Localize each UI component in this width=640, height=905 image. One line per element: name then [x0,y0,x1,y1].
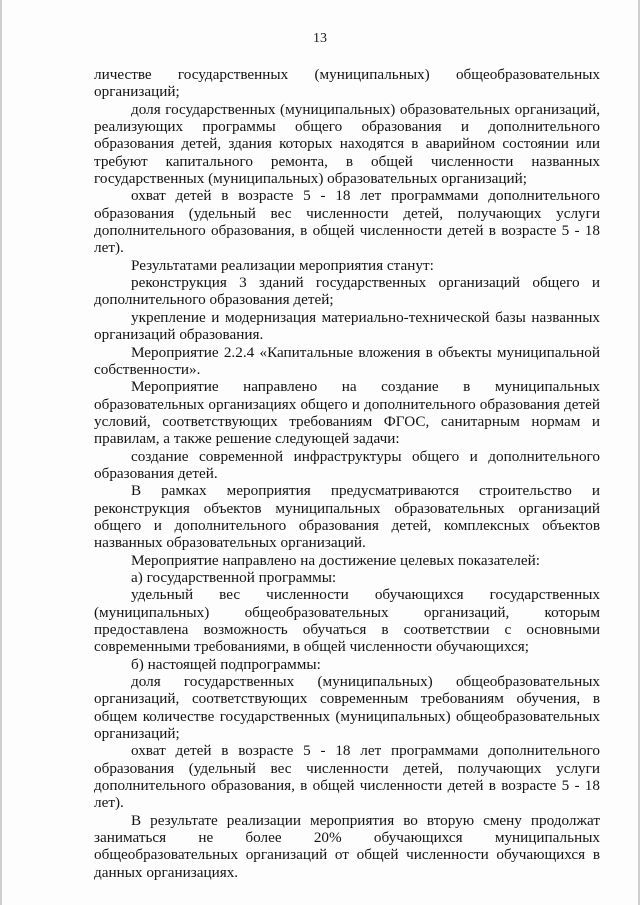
paragraph: охват детей в возрасте 5 - 18 лет программами дополнительного образования (удельный вес численности детей, получающих услуги дополнительного образования, в общей численности детей в возрасте 5 - 18 лет). [94,742,600,812]
paragraph: укрепление и модернизация материально-технической базы названных организаций образования. [94,308,600,344]
paragraph: создание современной инфраструктуры общего и дополнительного образования детей. [94,447,600,482]
paragraph: В рамках мероприятия предусматриваются строительство и реконструкция объектов муниципальных образовательных организаций общего и дополнительного образования детей, комплексных объектов названных образовательных организаций. [94,482,600,552]
paragraph: а) государственной программы: [131,568,337,586]
document-body [94,66,600,881]
paragraph: охват детей в возрасте 5 - 18 лет программами дополнительного образования (удельный вес численности детей, получающих услуги дополнительного образования, в общей численности детей в возрасте 5 - 18 лет). [94,187,600,257]
paragraph: Мероприятие 2.2.4 «Капитальные вложения в объекты муниципальной собственности». [94,343,600,378]
paragraph: Результатами реализации мероприятия станут: [131,256,434,274]
paragraph: б) настоящей подпрограммы: [131,655,321,673]
paragraph: удельный вес численности обучающихся государственных (муниципальных) общеобразовательных организаций, которым предоставлена возможность обучаться в соответствии с основными современными требованиями, в общей численности обучающихся; [94,586,600,656]
paragraph: доля государственных (муниципальных) общеобразовательных организаций, соответствующих современным требованиям обучения, в общем количестве государственных (муниципальных) общеобразовательных организаций; [94,673,600,743]
paragraph: Мероприятие направлено на создание в муниципальных образовательных организациях общего и дополнительного образования детей условий, соответствующих требованиям ФГОС, санитарным нормам и правилам, а также решение следующей задачи: [94,378,600,448]
page-left-edge [0,0,2,905]
paragraph: личестве государственных (муниципальных) общеобразовательных организаций; [94,66,600,101]
paragraph: реконструкция 3 зданий государственных организаций общего и дополнительного образования детей; [94,274,600,309]
page-number: 13 [313,31,327,46]
paragraph: В результате реализации мероприятия во вторую смену продолжат заниматься не более 20% обучающихся муниципальных общеобразовательных организаций от общей численности обучающихся в данных организациях. [94,811,600,881]
paragraph: Мероприятие направлено на достижение целевых показателей: [131,551,540,569]
paragraph: доля государственных (муниципальных) образовательных организаций, реализующих программы общего образования и дополнительного образования детей, здания которых находятся в аварийном состоянии или требуют капитального ремонта, в общей численности названных государственных (муниципальных) образовательных организаций; [94,100,600,188]
